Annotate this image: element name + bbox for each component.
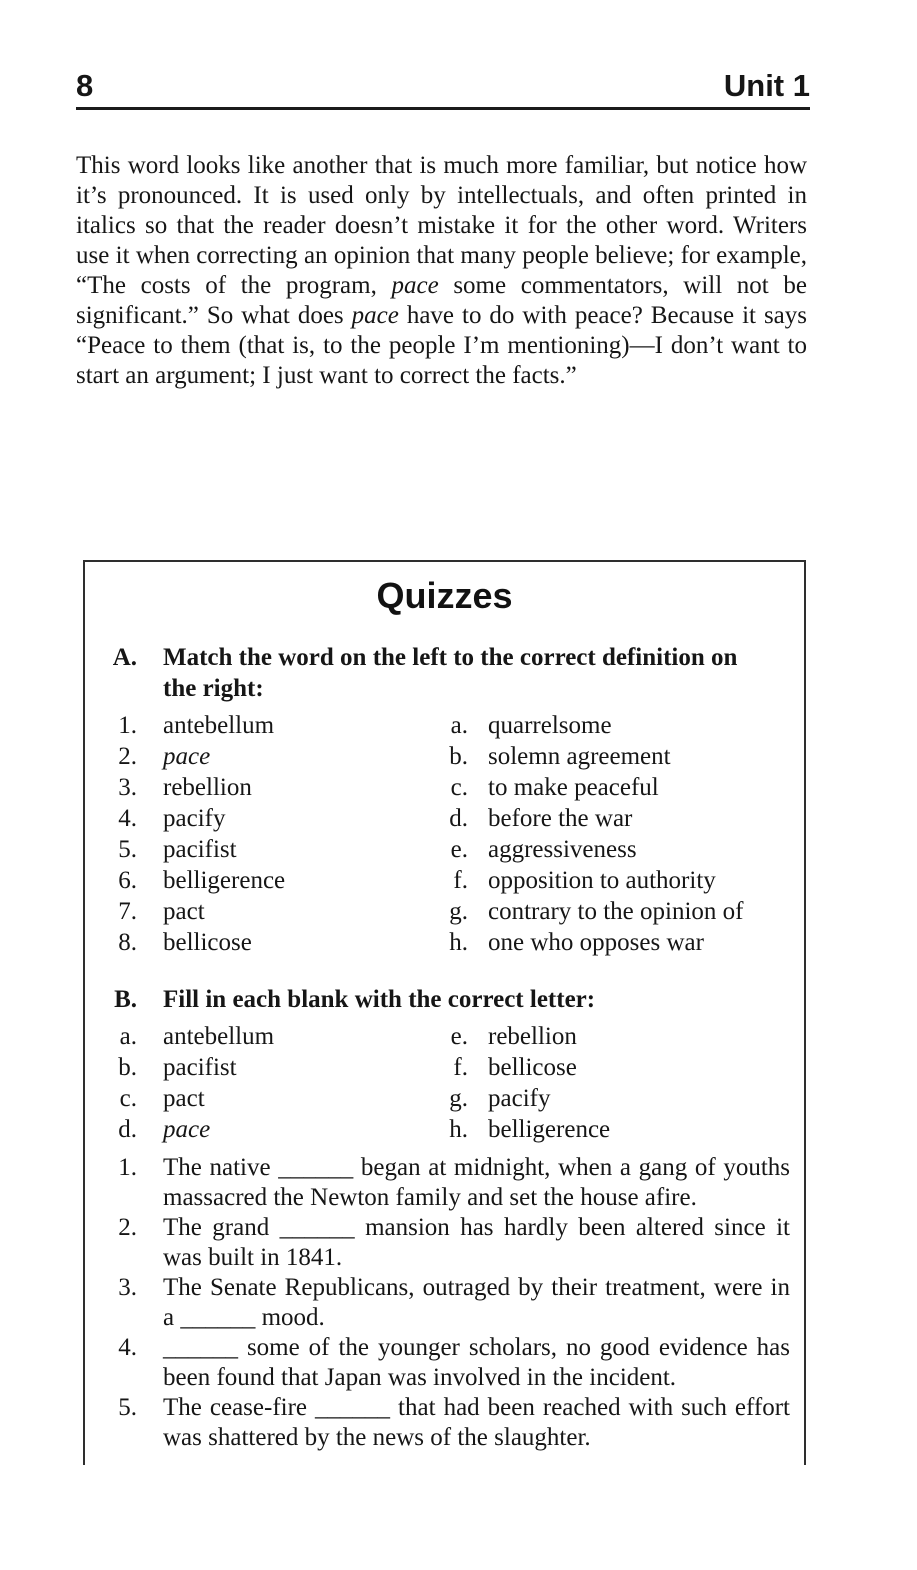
match-a-number: 7. xyxy=(118,898,137,925)
match-a-definition: one who opposes war xyxy=(488,929,704,956)
fill-item xyxy=(85,1273,804,1333)
match-list-a xyxy=(85,710,804,958)
unit-label: Unit 1 xyxy=(723,68,810,103)
intro-text-segment: This word looks like another that is much more familiar, but notice how it’s pronounced. It is used only by intellectuals, and often printed in italics so that the reader doesn’t mistake it for the other word. Writers use it when correcting an opinion that many people believe; for example, “The costs of the program, xyxy=(76,152,807,299)
match-a-word: bellicose xyxy=(163,929,252,956)
match-a-definition: to make peaceful xyxy=(488,774,659,801)
choice-b-letter: e. xyxy=(450,1023,468,1050)
match-a-letter: f. xyxy=(453,867,468,894)
choice-b-number: a. xyxy=(119,1023,137,1050)
choice-b-word: pace xyxy=(163,1116,211,1143)
choice-b-definition: pacify xyxy=(488,1085,551,1112)
section-b-heading xyxy=(85,984,804,1015)
choice-b-word: pact xyxy=(163,1085,205,1112)
match-a-word: rebellion xyxy=(163,774,252,801)
match-a-letter: h. xyxy=(449,929,468,956)
fill-item-number: 1. xyxy=(118,1154,137,1181)
match-a-number: 5. xyxy=(118,836,137,863)
match-a-letter: g. xyxy=(449,898,468,925)
match-a-definition: solemn agreement xyxy=(488,743,671,770)
choice-b-definition: rebellion xyxy=(488,1023,577,1050)
fill-item-number: 3. xyxy=(118,1274,137,1301)
match-a-definition: aggressiveness xyxy=(488,836,637,863)
choice-b-definition: belligerence xyxy=(488,1116,611,1143)
match-a-number: 2. xyxy=(118,743,137,770)
intro-italic-term: pace xyxy=(391,272,439,299)
section-b-instructions: Fill in each blank with the correct letter: xyxy=(163,986,596,1013)
match-a-number: 1. xyxy=(118,712,137,739)
choice-b-number: d. xyxy=(118,1116,137,1143)
match-a-number: 6. xyxy=(118,867,137,894)
fill-item-text: ______ some of the younger scholars, no good evidence has been found that Japan was involved in the incident. xyxy=(163,1334,790,1391)
match-a-letter: d. xyxy=(449,805,468,832)
match-a-definition: before the war xyxy=(488,805,633,832)
fill-item-number: 5. xyxy=(118,1394,137,1421)
fill-in-items xyxy=(85,1153,804,1453)
choice-b-letter: g. xyxy=(449,1085,468,1112)
match-a-word: pacify xyxy=(163,805,226,832)
match-a-number: 3. xyxy=(118,774,137,801)
match-a-number: 4. xyxy=(118,805,137,832)
match-a-word: antebellum xyxy=(163,712,275,739)
fill-item-number: 2. xyxy=(118,1214,137,1241)
choice-b-word: antebellum xyxy=(163,1023,275,1050)
match-a-word: pacifist xyxy=(163,836,237,863)
match-a-definition: opposition to authority xyxy=(488,867,716,894)
choice-b-word: pacifist xyxy=(163,1054,237,1081)
intro-text-segment: have to do with peace? Because it says “Peace to them (that is, to the people I’m mentioning)—I don’t want to start an argument; I just want to correct the facts.” xyxy=(76,302,807,389)
header-rule xyxy=(76,107,810,110)
fill-item-text: The native ______ began at midnight, when a gang of youths massacred the Newton family and set the house afire. xyxy=(163,1154,790,1211)
choice-b-letter: h. xyxy=(449,1116,468,1143)
intro-italic-term: pace xyxy=(351,302,399,329)
page-number: 8 xyxy=(76,68,94,103)
fill-item xyxy=(85,1213,804,1273)
fill-item xyxy=(85,1393,804,1453)
section-a-label: A. xyxy=(112,644,137,671)
quiz-title: Quizzes xyxy=(376,575,513,616)
choice-b-number: b. xyxy=(118,1054,137,1081)
section-a-instructions: Match the word on the left to the correct definition on the right: xyxy=(163,644,738,702)
match-a-word: pace xyxy=(163,743,211,770)
choice-b-letter: f. xyxy=(453,1054,468,1081)
match-a-letter: e. xyxy=(450,836,468,863)
match-a-definition: quarrelsome xyxy=(488,712,612,739)
book-page xyxy=(0,70,917,1570)
match-a-definition: contrary to the opinion of xyxy=(488,898,744,925)
choice-b-definition: bellicose xyxy=(488,1054,577,1081)
intro-text-segment: some commentators, will not be significant.” So what does xyxy=(76,272,807,329)
choice-b-number: c. xyxy=(119,1085,137,1112)
match-a-word: belligerence xyxy=(163,867,286,894)
quiz-box xyxy=(83,560,806,1465)
fill-item xyxy=(85,1333,804,1393)
section-a-heading xyxy=(85,642,804,704)
match-a-letter: b. xyxy=(449,743,468,770)
section-b-label: B. xyxy=(114,986,137,1013)
fill-item-text: The cease-fire ______ that had been reached with such effort was shattered by the news of the slaughter. xyxy=(163,1394,790,1451)
match-a-letter: a. xyxy=(450,712,468,739)
fill-item xyxy=(85,1153,804,1213)
match-a-letter: c. xyxy=(450,774,468,801)
match-a-word: pact xyxy=(163,898,205,925)
match-a-number: 8. xyxy=(118,929,137,956)
fill-item-number: 4. xyxy=(118,1334,137,1361)
choice-list-b xyxy=(85,1021,804,1145)
intro-paragraph xyxy=(76,151,807,391)
fill-item-text: The Senate Republicans, outraged by their treatment, were in a ______ mood. xyxy=(163,1274,790,1331)
fill-item-text: The grand ______ mansion has hardly been altered since it was built in 1841. xyxy=(163,1214,790,1271)
page-header xyxy=(76,70,810,102)
